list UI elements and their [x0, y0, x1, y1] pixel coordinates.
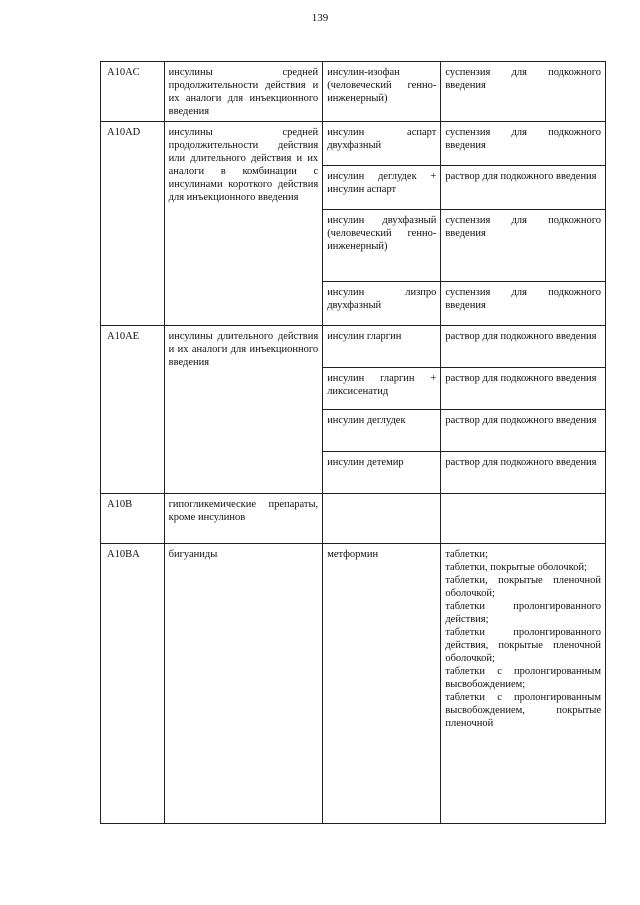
- drug-name-cell: инсулин аспарт двухфазный: [323, 122, 441, 166]
- dosage-form-cell: раствор для подкожного введения: [441, 452, 606, 494]
- table-row: [101, 326, 606, 368]
- therapeutic-group-cell: бигуаниды: [164, 544, 323, 824]
- table-row: [101, 494, 606, 544]
- drug-name-cell: инсулин гларгин + ликсисенатид: [323, 368, 441, 410]
- page-number: 139: [311, 12, 329, 24]
- drug-name-cell: инсулин деглудек + инсулин аспарт: [323, 166, 441, 210]
- drug-name-cell: инсулин гларгин: [323, 326, 441, 368]
- atc-code-cell: A10BA: [101, 544, 165, 824]
- dosage-form-cell: раствор для подкожного введения: [441, 166, 606, 210]
- dosage-form-cell: раствор для подкожного введения: [441, 326, 606, 368]
- atc-code-cell: A10B: [101, 494, 165, 544]
- dosage-form-cell: суспензия для подкожного введения: [441, 282, 606, 326]
- dosage-form-cell: раствор для подкожного введения: [441, 368, 606, 410]
- dosage-form-cell: суспензия для подкожного введения: [441, 62, 606, 122]
- therapeutic-group-cell: инсулины длительного действия и их аналоги для инъекционного введения: [164, 326, 323, 494]
- drug-name-cell: метформин: [323, 544, 441, 824]
- drug-name-cell: инсулин-изофан (человеческий генно-инженерный): [323, 62, 441, 122]
- dosage-form-cell: [441, 494, 606, 544]
- drug-name-cell: [323, 494, 441, 544]
- therapeutic-group-cell: инсулины средней продолжительности действия или длительного действия и их аналоги в комбинации с инсулинами короткого действия для инъекционного введения: [164, 122, 323, 326]
- drug-table: [100, 61, 606, 824]
- dosage-form-cell: суспензия для подкожного введения: [441, 122, 606, 166]
- therapeutic-group-cell: инсулины средней продолжительности действия и их аналоги для инъекционного введения: [164, 62, 323, 122]
- atc-code-cell: A10AC: [101, 62, 165, 122]
- drug-name-cell: инсулин двухфазный (человеческий генно-инженерный): [323, 210, 441, 282]
- therapeutic-group-cell: гипогликемические препараты, кроме инсулинов: [164, 494, 323, 544]
- atc-code-cell: A10AD: [101, 122, 165, 326]
- table-row: [101, 62, 606, 122]
- drug-name-cell: инсулин деглудек: [323, 410, 441, 452]
- table-row: [101, 122, 606, 166]
- dosage-form-cell: суспензия для подкожного введения: [441, 210, 606, 282]
- drug-name-cell: инсулин детемир: [323, 452, 441, 494]
- dosage-form-cell: таблетки; таблетки, покрытые оболочкой; таблетки, покрытые пленочной оболочкой; таблетки пролонгированного действия; таблетки пролонгированного действия, покрытые пленочной оболочкой; таблетки с пролонгированным высвобождением; таблетки с пролонгированным высвобождением, покрытые пленочной: [441, 544, 606, 824]
- dosage-form-cell: раствор для подкожного введения: [441, 410, 606, 452]
- drug-name-cell: инсулин лизпро двухфазный: [323, 282, 441, 326]
- table-row: [101, 544, 606, 824]
- atc-code-cell: A10AE: [101, 326, 165, 494]
